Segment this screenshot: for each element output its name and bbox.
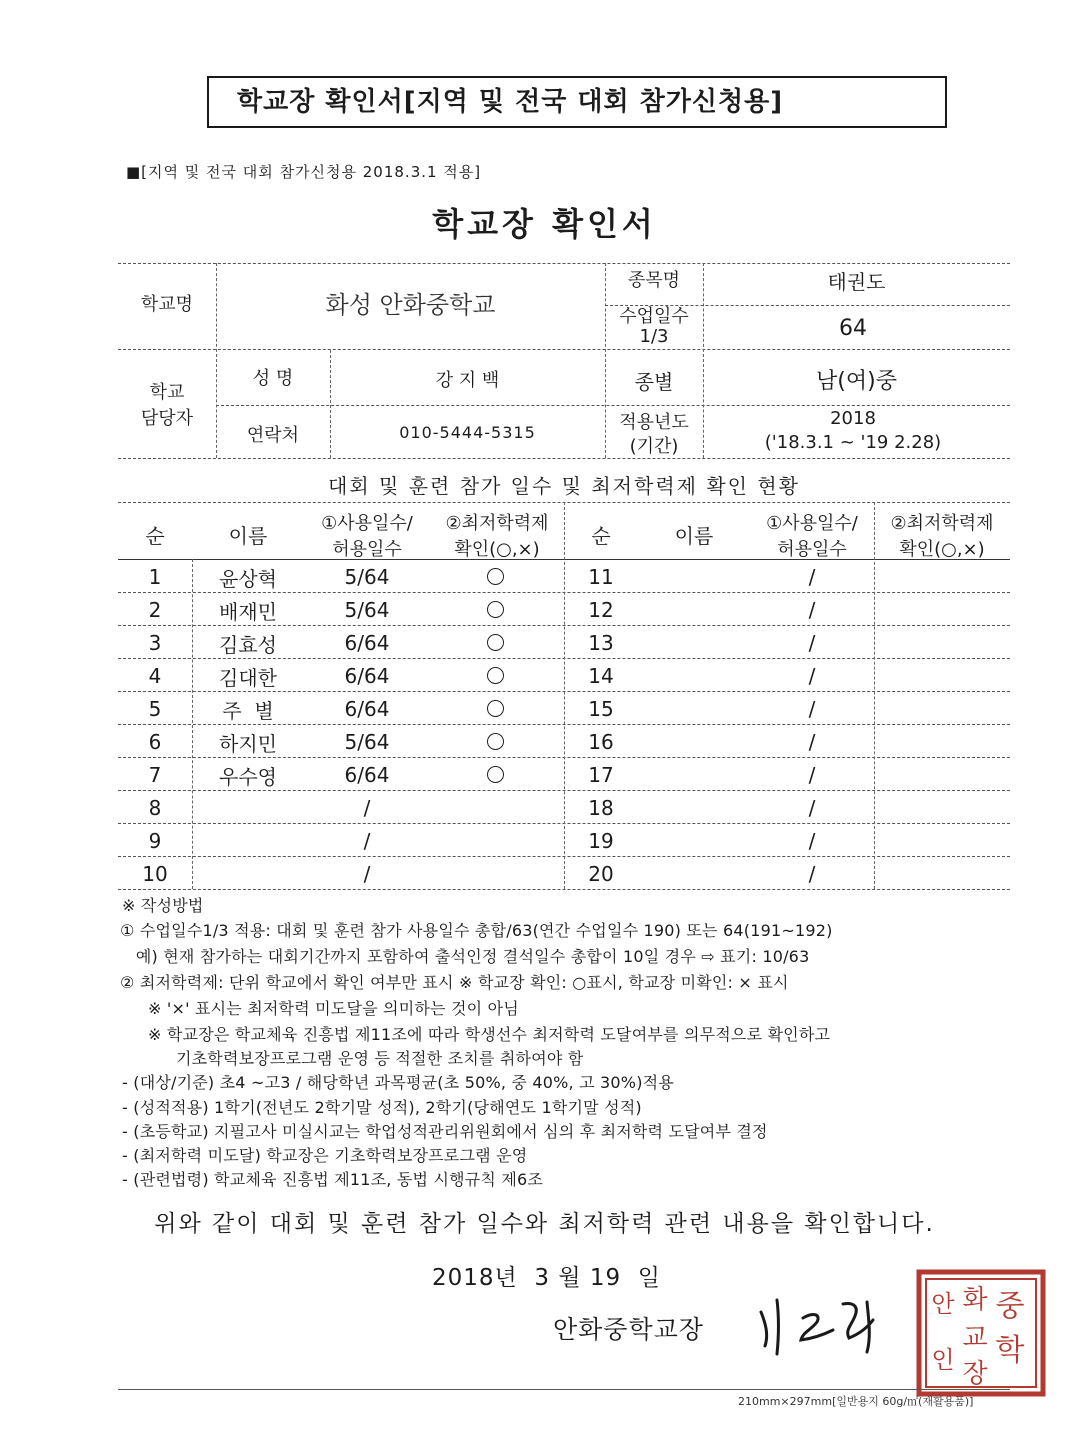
header-name-left: 이름 xyxy=(228,524,268,548)
row-days: 5/64 xyxy=(344,598,390,622)
header-days-right-1: ①사용일수/ xyxy=(766,513,858,534)
paper-spec-footnote: 210mm×297mm[일반용지 60g/㎡(재활용품)] xyxy=(738,1395,974,1408)
confirmed-circle-mark xyxy=(487,700,504,717)
row-days: 5/64 xyxy=(344,730,390,754)
issue-date: 2018년 3 월 19 일 xyxy=(432,1265,661,1291)
row-name: 하지민 xyxy=(219,732,277,756)
right-row-days: / xyxy=(808,631,816,655)
header-no-right: 순 xyxy=(591,524,611,548)
info-line-2 xyxy=(216,405,1010,406)
svg-text:장: 장 xyxy=(962,1359,988,1389)
right-row-days: / xyxy=(808,829,816,853)
right-row-days: / xyxy=(808,565,816,589)
right-row-no: 11 xyxy=(588,565,614,589)
year-label-2: (기간) xyxy=(629,436,679,457)
header-days-left-2: 허용일수 xyxy=(332,539,402,560)
manager-label-2: 담당자 xyxy=(140,408,194,429)
right-row-days: / xyxy=(808,697,816,721)
note-line: - (성적적용) 1학기(전년도 2학기말 성적), 2학기(당해연도 1학기말 성적) xyxy=(122,1098,642,1117)
note-line: - (최저학력 미도달) 학교장은 기초학력보장프로그램 운영 xyxy=(122,1146,528,1165)
gender-label: 종별 xyxy=(634,370,674,394)
info-line-1 xyxy=(118,349,1010,350)
sport-label: 종목명 xyxy=(627,270,681,291)
right-row-days: / xyxy=(808,664,816,688)
note-line: ※ 학교장은 학교체육 진흥법 제11조에 따라 학생선수 최저학력 도달여부를 의무적으로 확인하고 xyxy=(148,1025,831,1044)
right-row-no: 15 xyxy=(588,697,614,721)
note-line: ※ '×' 표시는 최저학력 미도달을 의미하는 것이 아님 xyxy=(148,999,519,1018)
note-line: - (초등학교) 지필고사 미실시교는 학업성적관리위원회에서 심의 후 최저학력 도달여부 결정 xyxy=(122,1122,768,1141)
row-name: 김효성 xyxy=(219,633,277,657)
row-days: / xyxy=(363,829,371,853)
year-value-2: ('18.3.1 ~ '19 2.28) xyxy=(764,432,942,453)
right-row-no: 14 xyxy=(588,664,614,688)
right-row-no: 13 xyxy=(588,631,614,655)
svg-text:화: 화 xyxy=(962,1285,988,1315)
right-row-days: / xyxy=(808,598,816,622)
row-name: 윤상혁 xyxy=(219,567,277,591)
header-check-right-1: ②최저학력제 xyxy=(890,513,994,534)
name-label: 성 명 xyxy=(252,368,294,389)
header-check-right-2: 확인(○,×) xyxy=(899,539,985,560)
svg-text:인: 인 xyxy=(931,1346,955,1374)
confirmed-circle-mark xyxy=(487,667,504,684)
handwritten-signature xyxy=(755,1282,905,1366)
row-no: 10 xyxy=(142,862,168,886)
confirmation-statement: 위와 같이 대회 및 훈련 참가 일수와 최저학력 관련 내용을 확인합니다. xyxy=(154,1211,935,1237)
year-label-1: 적용년도 xyxy=(619,412,689,433)
header-days-right-2: 허용일수 xyxy=(777,539,847,560)
note-line: 예) 현재 참가하는 대회기간까지 포함하여 출석인정 결석일수 총합이 10일 경우 ⇨ 표기: 10/63 xyxy=(120,947,810,966)
right-row-no: 12 xyxy=(588,598,614,622)
confirmed-circle-mark xyxy=(487,634,504,651)
form-applicability-header: ■[지역 및 전국 대회 참가신청용 2018.3.1 적용] xyxy=(126,163,482,181)
svg-text:교: 교 xyxy=(962,1323,988,1353)
row-days: / xyxy=(363,796,371,820)
row-no: 9 xyxy=(148,829,162,853)
svg-text:중: 중 xyxy=(995,1289,1025,1324)
confirmed-circle-mark xyxy=(487,766,504,783)
header-no-left: 순 xyxy=(145,524,165,548)
year-value-1: 2018 xyxy=(830,408,876,429)
info-line-3 xyxy=(118,458,1010,459)
boxed-form-title: 학교장 확인서[지역 및 전국 대회 참가신청용] xyxy=(207,76,947,128)
right-row-no: 17 xyxy=(588,763,614,787)
row-days: 6/64 xyxy=(344,631,390,655)
row-no: 8 xyxy=(148,796,162,820)
row-no: 1 xyxy=(148,565,162,589)
row-name: 주 별 xyxy=(222,699,274,723)
row-no: 5 xyxy=(148,697,162,721)
row-no: 6 xyxy=(148,730,162,754)
note-line: - (대상/기준) 초4 ~고3 / 해당학년 과목평균(초 50%, 중 40%, 고 30%)적용 xyxy=(122,1073,674,1092)
row-no: 3 xyxy=(148,631,162,655)
school-days-label-2: 1/3 xyxy=(639,326,669,347)
gender-value: 남(여)중 xyxy=(816,369,897,394)
confirmed-circle-mark xyxy=(487,733,504,750)
row-name: 김대한 xyxy=(219,666,277,690)
school-label: 학교명 xyxy=(140,294,194,315)
header-name-right: 이름 xyxy=(674,524,714,548)
right-row-no: 16 xyxy=(588,730,614,754)
right-row-no: 19 xyxy=(588,829,614,853)
document-title: 학교장 확인서 xyxy=(432,205,657,243)
right-row-days: / xyxy=(808,763,816,787)
confirmed-circle-mark xyxy=(487,601,504,618)
col-divider xyxy=(874,502,875,889)
contact-value: 010-5444-5315 xyxy=(399,423,536,442)
header-check-left-1: ②최저학력제 xyxy=(445,513,549,534)
right-row-no: 20 xyxy=(588,862,614,886)
header-check-left-2: 확인(○,×) xyxy=(454,539,540,560)
name-value: 강 지 백 xyxy=(435,370,500,391)
school-value: 화성 안화중학교 xyxy=(325,291,496,319)
row-days: 6/64 xyxy=(344,697,390,721)
note-line: - (관련법령) 학교체육 진흥법 제11조, 동법 시행규칙 제6조 xyxy=(122,1170,544,1189)
note-line: ② 최저학력제: 단위 학교에서 확인 여부만 표시 ※ 학교장 확인: ○표시, 학교장 미확인: × 표시 xyxy=(120,973,789,992)
row-days: 5/64 xyxy=(344,565,390,589)
row-no: 4 xyxy=(148,664,162,688)
header-days-left-1: ①사용일수/ xyxy=(321,513,413,534)
principal-title: 안화중학교장 xyxy=(553,1315,704,1344)
row-name: 배재민 xyxy=(219,600,277,624)
confirmed-circle-mark xyxy=(487,568,504,585)
official-seal-stamp xyxy=(915,1268,1047,1402)
footer-line xyxy=(118,1389,1010,1390)
school-days-value: 64 xyxy=(839,316,867,341)
section-title: 대회 및 훈련 참가 일수 및 최저학력제 확인 현황 xyxy=(328,474,800,498)
row-no: 7 xyxy=(148,763,162,787)
row-days: / xyxy=(363,862,371,886)
right-row-no: 18 xyxy=(588,796,614,820)
note-line: 기초학력보장프로그램 운영 등 적절한 조치를 취하여야 함 xyxy=(176,1049,584,1068)
note-line: ① 수업일수1/3 적용: 대회 및 훈련 참가 사용일수 총합/63(연간 수업일수 190) 또는 64(191~192) xyxy=(120,921,833,940)
right-row-days: / xyxy=(808,862,816,886)
row-days: 6/64 xyxy=(344,763,390,787)
row-name: 우수영 xyxy=(219,765,277,789)
sport-value: 태권도 xyxy=(827,270,886,294)
right-row-days: / xyxy=(808,730,816,754)
notes-heading: ※ 작성방법 xyxy=(122,896,204,915)
school-days-label-1: 수업일수 xyxy=(619,306,689,327)
table-bottom-line xyxy=(118,889,1010,890)
svg-text:안: 안 xyxy=(931,1290,955,1318)
svg-text:학: 학 xyxy=(995,1333,1025,1368)
manager-label-1: 학교 xyxy=(149,382,185,403)
row-no: 2 xyxy=(148,598,162,622)
info-top-line xyxy=(118,263,1010,264)
right-row-days: / xyxy=(808,796,816,820)
contact-label: 연락처 xyxy=(246,425,300,446)
row-days: 6/64 xyxy=(344,664,390,688)
